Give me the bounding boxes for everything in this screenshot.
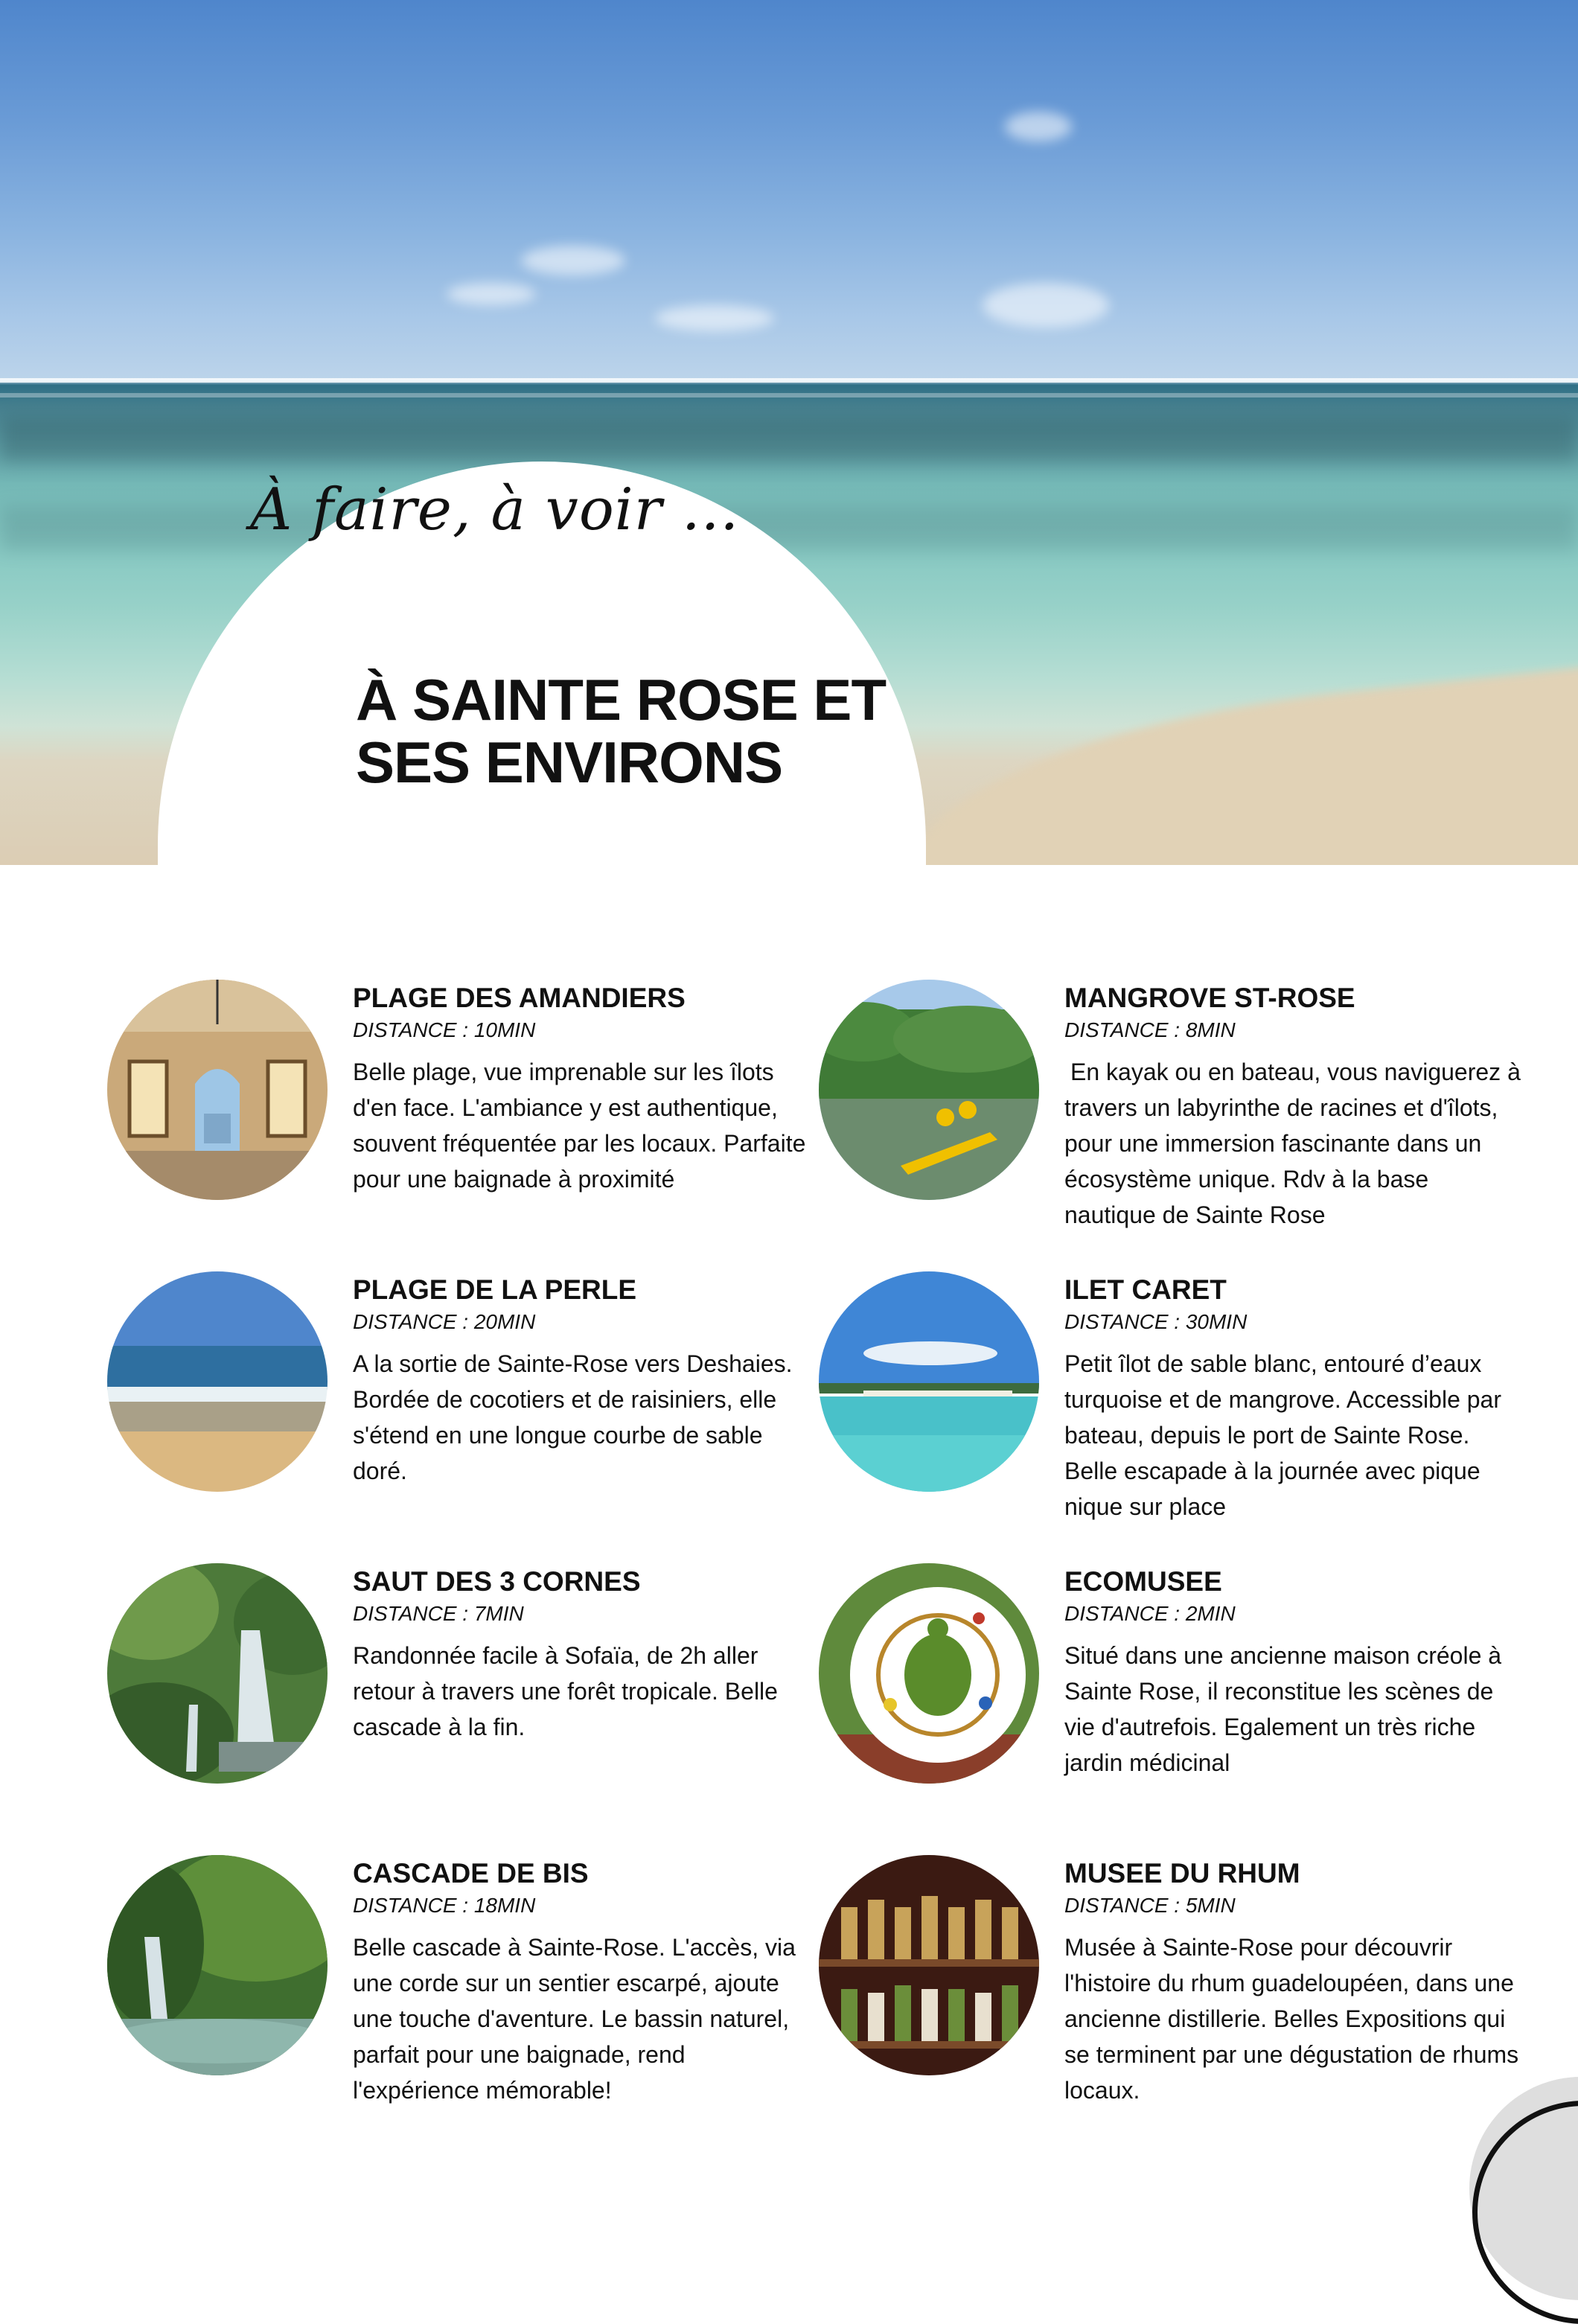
activity-description: Belle plage, vue imprenable sur les îlots d'en face. L'ambiance y est authentique, souvent fréquentée par les locaux. Parfaite pour une baignade à proximité [353, 1059, 806, 1193]
activity-title: ILET CARET [1064, 1274, 1227, 1305]
activity-description: Musée à Sainte-Rose pour découvrir l'histoire du rhum guadeloupéen, dans une ancienne distillerie. Belles Expositions qui se terminent par une dégustation de rhums locaux. [1064, 1934, 1519, 2104]
activity-plage-de-la-perle [107, 1271, 852, 1539]
waterfall-pool-photo [107, 1855, 328, 2075]
activity-title: PLAGE DES AMANDIERS [353, 983, 686, 1013]
activity-distance: DISTANCE : 8MIN [1064, 1018, 1236, 1041]
activity-distance: DISTANCE : 18MIN [353, 1894, 536, 1917]
rum-bottles-photo [819, 1855, 1039, 2075]
page-title-line-1: À SAINTE ROSE ET [356, 667, 887, 732]
activity-description: En kayak ou en bateau, vous naviguerez à travers un labyrinthe de racines et d'îlots, pour une immersion fascinante dans un écosystème unique. Rdv à la base nautique de Sainte Rose [1064, 1059, 1521, 1228]
activity-description: Belle cascade à Sainte-Rose. L'accès, via une corde sur un sentier escarpé, ajoute une touche d'aventure. Le bassin naturel, parfait pour une baignade, rend l'expérience mémorable! [353, 1934, 796, 2104]
mangrove-kayak-photo [819, 980, 1039, 1200]
activity-distance: DISTANCE : 20MIN [353, 1310, 536, 1333]
activity-description: Situé dans une ancienne maison créole à Sainte Rose, il reconstitue les scènes de vie d'autrefois. Egalement un très riche jardin médicinal [1064, 1642, 1502, 1776]
activity-title: PLAGE DE LA PERLE [353, 1274, 637, 1305]
activity-title: MANGROVE ST-ROSE [1064, 983, 1355, 1013]
activity-ecomusee [819, 1563, 1563, 1831]
activity-description: Petit îlot de sable blanc, entouré d’eaux turquoise et de mangrove. Accessible par bateau, depuis le port de Sainte Rose. Belle escapade à la journée avec pique nique sur place [1064, 1350, 1501, 1520]
activity-title: SAUT DES 3 CORNES [353, 1566, 641, 1597]
activity-description: Randonnée facile à Sofaïa, de 2h aller retour à travers une forêt tropicale. Belle cascade à la fin. [353, 1642, 778, 1740]
activity-cascade-de-bis [107, 1855, 852, 2123]
waterfall-forest-photo [107, 1563, 328, 1784]
activity-description: A la sortie de Sainte-Rose vers Deshaies. Bordée de cocotiers et de raisiniers, elle s'étend en une longue courbe de sable doré. [353, 1350, 793, 1484]
page-title [356, 668, 892, 794]
activity-saut-des-3-cornes [107, 1563, 852, 1831]
page-title-line-2: SES ENVIRONS [356, 730, 783, 795]
activity-distance: DISTANCE : 2MIN [1064, 1602, 1236, 1625]
script-title: À faire, à voir ... [250, 476, 740, 543]
activity-musee-du-rhum [819, 1855, 1563, 2123]
beach-photo [107, 1271, 328, 1492]
activity-distance: DISTANCE : 5MIN [1064, 1894, 1236, 1917]
activity-ilet-caret [819, 1271, 1563, 1539]
activity-title: MUSEE DU RHUM [1064, 1858, 1300, 1889]
activity-mangrove-st-rose [819, 980, 1563, 1248]
activity-distance: DISTANCE : 10MIN [353, 1018, 536, 1041]
activity-distance: DISTANCE : 30MIN [1064, 1310, 1248, 1333]
activity-title: CASCADE DE BIS [353, 1858, 589, 1889]
activity-distance: DISTANCE : 7MIN [353, 1602, 524, 1625]
ecomusee-logo [819, 1563, 1039, 1784]
activity-plage-des-amandiers [107, 980, 852, 1248]
islet-photo [819, 1271, 1039, 1492]
activity-title: ECOMUSEE [1064, 1566, 1222, 1597]
palace-corridor-photo [107, 980, 328, 1200]
